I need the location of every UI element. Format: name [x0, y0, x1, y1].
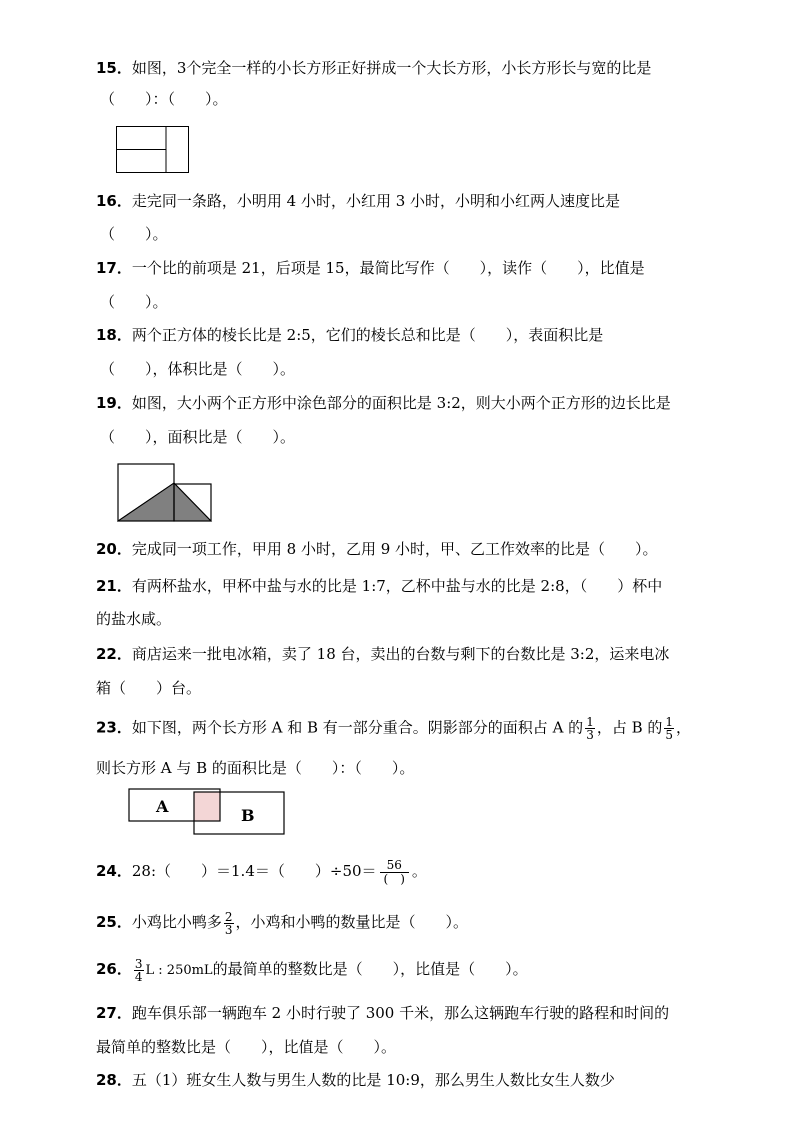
fraction: 56 ( )	[380, 859, 409, 886]
answer-blanks: （ ），面积比是（ ）。	[100, 428, 296, 446]
q23-line2	[96, 758, 414, 778]
shaded-overlap	[194, 792, 220, 821]
fraction: $\frac{2}{3}$	[224, 909, 233, 937]
question-text: 两个正方体的棱长比是 2:5，它们的棱长总和比是（ ），表面积比是	[131, 326, 604, 344]
q15-line2	[100, 89, 228, 109]
q22-line2	[96, 678, 201, 698]
question-text: 有两杯盐水，甲杯中盐与水的比是 1:7，乙杯中盐与水的比是 2:8，（ ）杯中	[131, 577, 663, 595]
question-number: 20．	[96, 540, 132, 558]
question-number: 19．	[96, 394, 132, 412]
question-text-cont: 箱（ ）台。	[96, 679, 202, 697]
question-number: 15．	[96, 59, 132, 77]
question-number: 25．	[96, 913, 132, 931]
q17-line1	[96, 258, 645, 278]
q18-line2	[100, 359, 295, 379]
answer-blanks: （ ）。	[100, 293, 168, 311]
answer-blanks: （ ）。	[100, 225, 168, 243]
question-number: 23．	[96, 718, 132, 737]
q28-line1	[96, 1070, 615, 1090]
fraction: $\frac{1}{3}$	[586, 715, 594, 742]
q22-line1	[96, 644, 669, 664]
label-b: B	[241, 806, 255, 825]
q16-line1	[96, 191, 620, 211]
q27-line1	[96, 1003, 669, 1023]
question-text: 五（1）班女生人数与男生人数的比是 10:9，那么男生人数比女生人数少	[131, 1071, 615, 1089]
question-number: 26．	[96, 960, 132, 978]
q15-rectangles-figure	[116, 126, 190, 174]
question-number: 27．	[96, 1004, 132, 1022]
question-number: 22．	[96, 645, 132, 663]
q24-line: 24．28:（ ）＝1.4＝（ ）÷50＝ 56 ( ) 。	[96, 857, 427, 886]
question-text: 小鸡比小鸭多	[131, 913, 222, 931]
question-text: 如图，大小两个正方形中涂色部分的面积比是 3:2，则大小两个正方形的边长比是	[131, 394, 671, 412]
q19-squares-figure	[117, 463, 213, 523]
answer-blanks: （ ），体积比是（ ）。	[100, 360, 296, 378]
question-number: 28．	[96, 1071, 132, 1089]
q23-overlap-figure	[128, 788, 288, 838]
answer-blanks: （ ）：（ ）。	[100, 90, 228, 108]
question-number: 18．	[96, 326, 132, 344]
fraction: $\frac{1}{5}$	[665, 715, 674, 742]
question-text: 如下图，两个长方形 A 和 B 有一部分重合。阴影部分的面积占 A 的	[131, 718, 584, 737]
q20-line1	[96, 539, 658, 559]
q21-line1	[96, 576, 662, 596]
q26-line	[96, 956, 528, 984]
question-number: 17．	[96, 259, 132, 277]
question-text: 商店运来一批电冰箱，卖了 18 台，卖出的台数与剩下的台数比是 3:2，运来电冰	[131, 645, 670, 663]
question-text: 28:（ ）＝1.4＝（ ）÷50＝	[131, 862, 377, 880]
q16-line2	[100, 224, 168, 244]
question-text: 跑车俱乐部一辆跑车 2 小时行驶了 300 千米，那么这辆跑车行驶的路程和时间的	[131, 1004, 670, 1022]
question-text: 如图，3个完全一样的小长方形正好拼成一个大长方形，小长方形长与宽的比是	[131, 59, 652, 77]
question-text: 一个比的前项是 21，后项是 15，最简比写作（ ），读作（ ），比值是	[131, 259, 645, 277]
q25-line: 25．小鸡比小鸭多 $\frac{2}{3}$ ，小鸡和小鸭的数量比是（ ）。	[96, 909, 469, 937]
q17-line2	[100, 292, 168, 312]
label-a: A	[156, 797, 169, 816]
overlap-rectangles	[128, 788, 288, 838]
q23-line1: 23．如下图，两个长方形 A 和 B 有一部分重合。阴影部分的面积占 A 的 $\frac{1}{3}$ ，占 B 的 $\frac{1}{5}$ ，	[96, 715, 692, 742]
question-text: 的最简单的整数比是（ ），比值是（ ）。	[212, 960, 528, 978]
q27-line2	[96, 1037, 396, 1057]
question-number: 21．	[96, 577, 132, 595]
question-text-cont: 最简单的整数比是（ ），比值是（ ）。	[96, 1038, 397, 1056]
unit-ratio: L : 250mL	[145, 963, 213, 978]
question-number: 24．	[96, 862, 132, 880]
q19-line2	[100, 427, 295, 447]
q15-line1	[96, 58, 651, 78]
question-text: 走完同一条路，小明用 4 小时，小红用 3 小时，小明和小红两人速度比是	[131, 192, 621, 210]
question-number: 16．	[96, 192, 132, 210]
shaded-triangle	[118, 483, 211, 521]
q21-line2	[96, 609, 171, 629]
fraction: $\frac{3}{4}$	[134, 956, 143, 984]
question-text-cont: 则长方形 A 与 B 的面积比是（ ）：（ ）。	[96, 759, 415, 777]
q19-line1	[96, 393, 671, 413]
question-text: 完成同一项工作，甲用 8 小时，乙用 9 小时，甲、乙工作效率的比是（ ）。	[131, 540, 658, 558]
question-text-cont: 的盐水咸。	[96, 610, 172, 628]
q18-line1	[96, 325, 603, 345]
